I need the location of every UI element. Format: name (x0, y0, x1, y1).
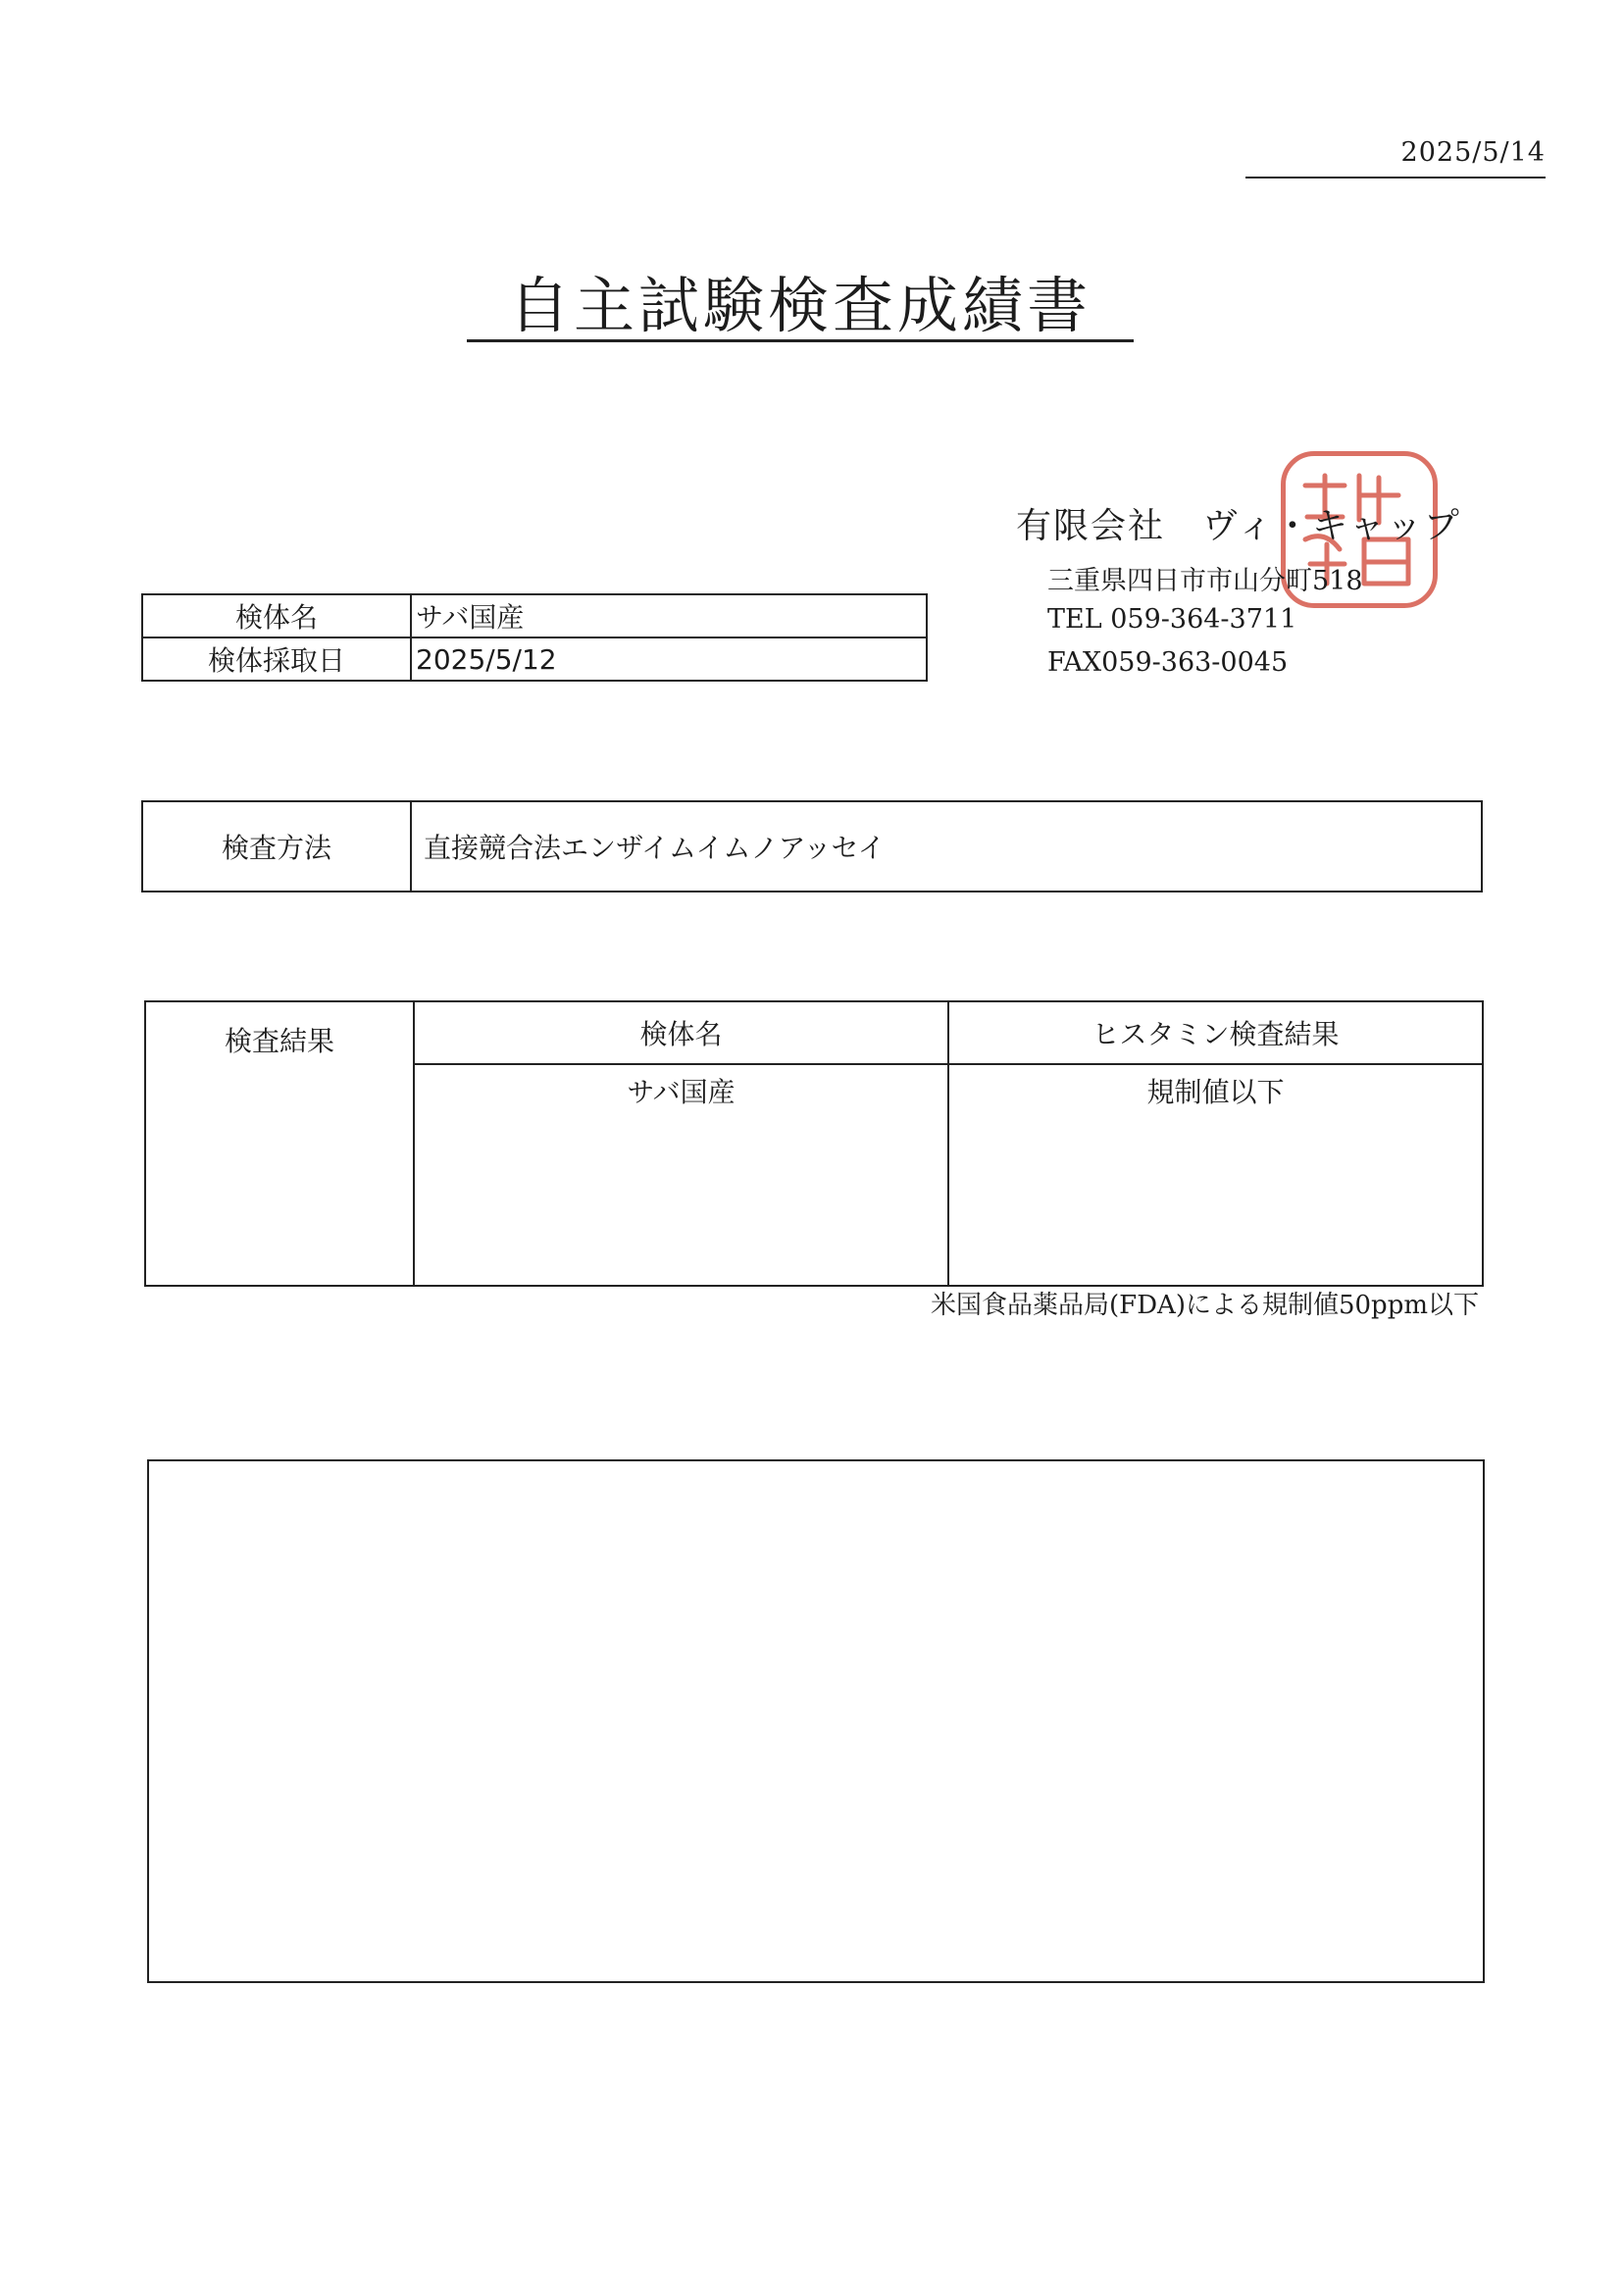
result-sample-value: サバ国産 (414, 1064, 948, 1286)
sample-name-label: 検体名 (142, 594, 411, 637)
company-tel: TEL 059-364-3711 (1047, 604, 1297, 635)
sample-date-label: 検体採取日 (142, 637, 411, 681)
result-header-row (145, 1001, 1483, 1064)
test-result-label: 検査結果 (145, 1001, 414, 1286)
fda-regulation-note: 米国食品薬品局(FDA)による規制値50ppm以下 (931, 1291, 1479, 1320)
company-name: 有限会社 ヴィ・キャップ (1016, 506, 1461, 546)
remarks-box (147, 1459, 1485, 1983)
result-sample-header: 検体名 (414, 1001, 948, 1064)
date-underline (1245, 177, 1546, 178)
company-fax: FAX059-363-0045 (1047, 647, 1289, 678)
document-date: 2025/5/14 (1400, 137, 1546, 168)
test-method-table (141, 800, 1483, 892)
company-address: 三重県四日市市山分町518 (1047, 566, 1363, 596)
title-underline (467, 339, 1134, 342)
document-title: 自主試験検査成績書 (508, 270, 1091, 341)
test-method-label: 検査方法 (142, 801, 411, 892)
test-method-row (142, 801, 1482, 892)
result-histamine-value: 規制値以下 (948, 1064, 1483, 1286)
sample-date-value: 2025/5/12 (411, 637, 927, 681)
result-histamine-header: ヒスタミン検査結果 (948, 1001, 1483, 1064)
sample-date-row (142, 637, 927, 681)
sample-name-value: サバ国産 (411, 594, 927, 637)
sample-name-row (142, 594, 927, 637)
test-result-table (144, 1000, 1484, 1287)
test-method-value: 直接競合法エンザイムイムノアッセイ (411, 801, 1482, 892)
sample-info-table (141, 593, 928, 682)
